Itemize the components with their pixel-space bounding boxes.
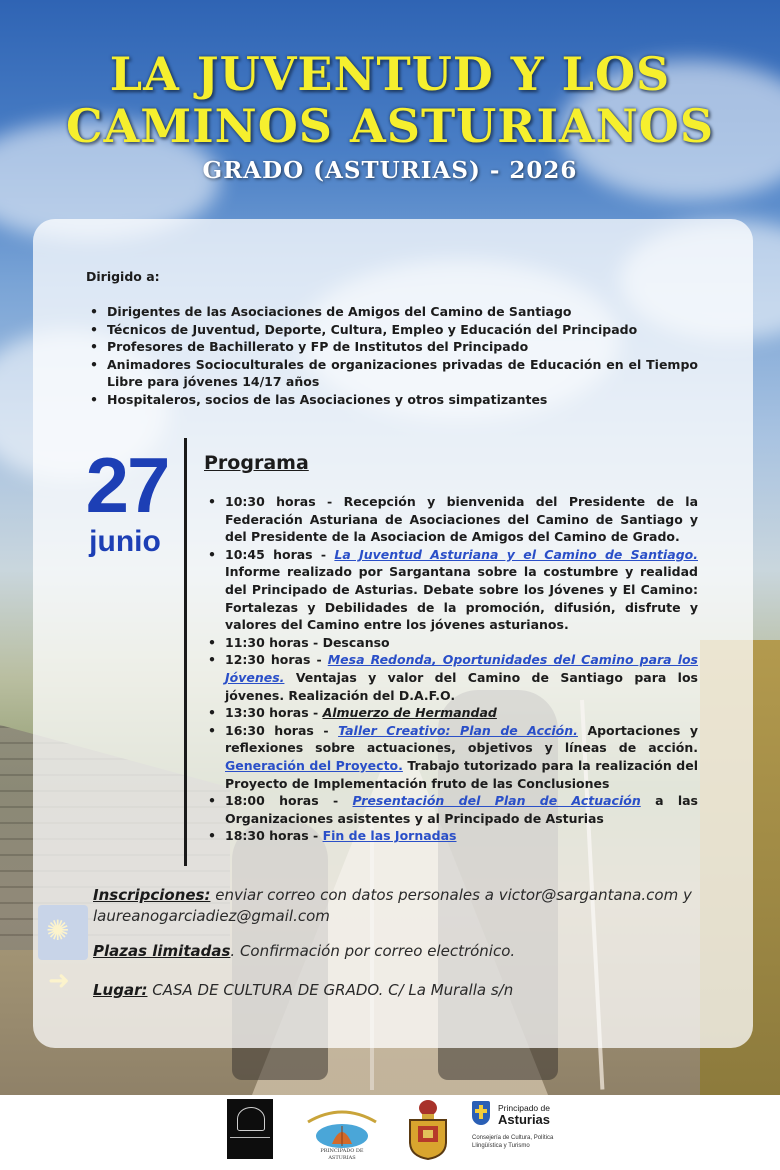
sargantana-logo [227,1099,273,1159]
title-line-2: CAMINOS ASTURIANOS [65,99,715,153]
program-title: Programa [204,452,309,474]
location-info [93,980,703,1001]
grado-coat-of-arms [406,1098,450,1160]
program-item [204,546,698,634]
list-item: • Dirigentes de las Asociaciones de Amigos del Camino de Santiago [86,303,698,321]
program-time: 10:30 horas - [225,494,344,509]
program-link[interactable]: Fin de las Jornadas [322,828,457,844]
program-link[interactable]: Taller Creativo: Plan de Acción. [338,722,578,738]
program-time: 16:30 horas - [225,722,339,738]
program-link[interactable]: Presentación del Plan de Actuación [352,793,641,809]
event-month: junio [89,525,161,558]
program-text: Informe realizado por Sargantana sobre la costumbre y realidad del Principado de Asturias. Debate sobre los Jóvenes y El Camino: Fortalezas y Debilidades de la promoción, difusión, disfrute y valores del Camino entre los jóvenes asturianos. [225,564,698,633]
list-item: • Animadores Socioculturales de organizaciones privadas de Educación en el Tiempo Libre para jóvenes 14/17 años [86,356,698,391]
logo-name-line2: Asturias [498,1112,551,1127]
page-title [0,48,780,152]
program-link[interactable]: Mesa Redonda, Oportunidades del Camino para los Jóvenes. [225,652,699,685]
program-item [204,792,698,827]
list-item: • Técnicos de Juventud, Deporte, Cultura, Empleo y Educación del Principado [86,321,698,339]
program-text: Trabajo tutorizado para la realización del Proyecto de Implementación fruto de las Conclusiones [225,757,698,791]
shell-icon [237,1107,265,1131]
title-line-1: LA JUVENTUD Y LOS [109,47,671,101]
program-item [204,651,698,704]
places-info [93,941,703,962]
registration-label: Inscripciones: [93,886,211,904]
cross-shield-icon [472,1101,490,1125]
divider [184,438,187,866]
program-item [204,722,698,792]
program-item [204,493,698,546]
registration-text: enviar correo con datos personales a victor@sargantana.com y laureanogarciadiez@gmail.com [93,886,692,925]
program-item [204,827,698,845]
asociacion-amigos-logo [302,1106,382,1161]
program-text: Descanso [322,634,390,650]
logo-name-line1: Principado de [498,1103,550,1113]
registration-info [93,885,703,927]
program-text: a las Organizaciones asistentes y al Principado de Asturias [225,793,698,826]
audience-list [86,303,698,408]
location-label: Lugar: [93,981,148,999]
program-text: Recepción y bienvenida del Presidente de la Federación Asturiana de Asociaciones del Camino de Santiago y del Presidente de la Asociacion de Amigos del Camino de Grado. [225,494,698,545]
program-time: 13:30 horas - [225,705,323,721]
program-text: Almuerzo de Hermandad [322,705,497,721]
footer [0,1095,780,1170]
program-link[interactable]: La Juventud Asturiana y el Camino de Santiago. [334,546,698,562]
list-item: • Profesores de Bachillerato y FP de Institutos del Principado [86,338,698,356]
location-text: CASA DE CULTURA DE GRADO. C/ La Muralla s/n [147,981,514,999]
logo-department: Consejería de Cultura, Política Llingüística y Turismo [472,1135,554,1149]
places-text: . Confirmación por correo electrónico. [230,942,516,960]
coat-of-arms-icon [406,1098,450,1160]
program-time: 18:00 horas - [225,793,353,809]
audience-label: Dirigido a: [86,269,160,284]
principado-asturias-logo [472,1101,572,1161]
program-item [204,634,698,652]
list-item: • Hospitaleros, socios de las Asociaciones y otros simpatizantes [86,391,698,409]
program-text: Aportaciones y reflexiones sobre actuaciones, objetivos y líneas de acción. [225,722,698,756]
program-time: 10:45 horas - [225,546,335,562]
program-item [204,704,698,722]
program-time: 11:30 horas - [225,634,323,650]
logo-caption: PRINCIPADO DE ASTURIAS [320,1148,364,1161]
subtitle: GRADO (ASTURIAS) - 2026 [202,157,578,184]
event-day: 27 [85,441,169,529]
program-text: Ventajas y valor del Camino de Santiago para los jóvenes. Realización del D.A.F.O. [225,669,698,703]
program-list [204,493,698,845]
places-label: Plazas limitadas [93,942,231,960]
program-link[interactable]: Generación del Proyecto. [225,757,403,773]
program-time: 18:30 horas - [225,828,323,844]
program-time: 12:30 horas - [225,652,328,668]
